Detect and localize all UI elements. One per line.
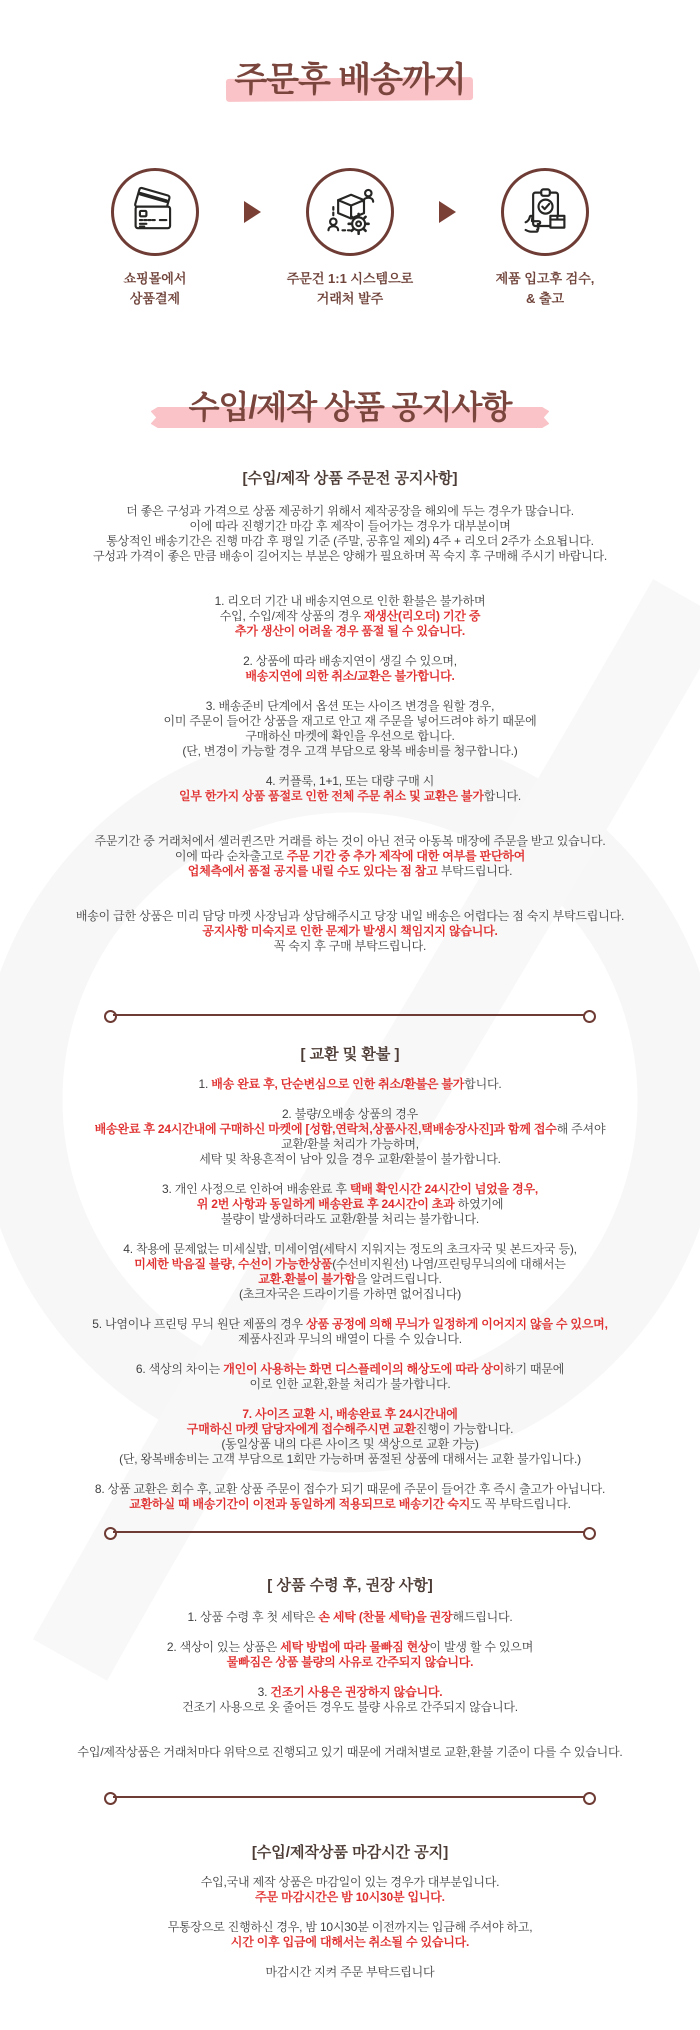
text-line [0,1437,700,1452]
emphasis-text: 구매하신 마켓 담당자에게 접수해주시면 교환 [186,1422,416,1436]
text-line [0,1965,700,1980]
text-line [0,1242,700,1257]
step-label [457,269,633,309]
text-line [0,1655,700,1670]
body-text: 교환/환불 처리가 가능하며, [281,1137,419,1151]
divider-line [113,1531,587,1533]
section-divider [107,1526,593,1538]
emphasis-text: 배송 완료 후, 단순변심으로 인한 취소/환불은 불가 [211,1077,465,1091]
text-line [0,774,700,789]
divider-line [113,1796,587,1798]
process-step-payment [67,168,243,309]
text-line [0,1640,700,1655]
body-text: 을 알려드립니다. [355,1272,442,1286]
text-line [0,699,700,714]
section-header-prenotice: [수입/제작 상품 주문전 공지사항] [242,470,458,487]
text-line [0,1107,700,1122]
emphasis-text: 상품 공정에 의해 무늬가 일정하게 이어지지 않을 수 있으며, [306,1317,608,1331]
step-label [67,269,243,309]
body-text: 이로 인한 교환,환불 처리가 불가합니다. [249,1377,451,1391]
body-text: 합니다. [483,789,522,803]
emphasis-text: 배송지연에 의한 취소/교환은 불가합니다. [245,669,455,683]
step-label-line1: 주문건 1:1 시스템으로 [286,271,414,286]
emphasis-text: 택배 확인시간 24시간이 넘었을 경우, [349,1182,538,1196]
body-text: (단, 왕복배송비는 고객 부담으로 1회만 가능하며 품절된 상품에 대해서는 교환 불가입니다.) [119,1452,581,1466]
step-label-line1: 제품 입고후 검수, [495,271,595,286]
step-label-line2: 상품결제 [129,291,181,306]
body-text: 하였기에 [454,1197,504,1211]
body-text: 마감시간 지켜 주문 부탁드립니다 [265,1965,435,1979]
body-text: 1. 리오더 기간 내 배송지연으로 인한 환불은 불가하며 [214,594,486,608]
text-line [0,1302,700,1317]
text-line [0,924,700,939]
section-divider [107,1009,593,1021]
emphasis-text: 건조기 사용은 권장하지 않습니다. [270,1685,443,1699]
text-line [0,1272,700,1287]
body-text: 해 주셔야 [556,1122,606,1136]
section-main-title [189,385,512,429]
body-text: 불량이 발생하더라도 교환/환불 처리는 불가합니다. [220,1212,480,1226]
text-line [0,819,700,834]
body-text: 세탁 및 착용흔적이 남아 있을 경우 교환/환불이 불가합니다. [199,1152,501,1166]
text-line [0,1935,700,1950]
text-line [0,549,700,564]
emphasis-text: 재생산(리오더) 기간 중 [363,609,481,623]
body-text: 2. 불량/오배송 상품의 경우 [281,1107,419,1121]
body-text: 해드립니다. [452,1610,513,1624]
text-line [0,1152,700,1167]
text-line [0,1422,700,1437]
text-line [0,714,700,729]
body-text: (수선비지원선) 나염/프린팅무늬의에 대해서는 [332,1257,566,1271]
emphasis-text: 개인이 사용하는 화면 디스플레이의 해상도에 따라 상이 [223,1362,505,1376]
text-line [0,1452,700,1467]
step-label-line2: & 출고 [525,291,565,306]
text-line [0,1905,700,1920]
text-line [0,1197,700,1212]
text-line [0,1137,700,1152]
order-process-steps [67,168,633,309]
section-divider [107,1791,593,1803]
section-header-exchange: [ 교환 및 환불 ] [300,1046,400,1063]
body-text: 이에 따라 순차출고로 [174,849,287,863]
section-exchange [0,1077,700,1512]
body-text: (단, 변경이 가능할 경우 고객 부담으로 왕복 배송비를 청구합니다.) [182,744,518,758]
page-title-text: 주문후 배송까지 [234,61,466,99]
emphasis-text: 미세한 박음질 불량, 수선이 가능한상품 [134,1257,333,1271]
text-line [0,849,700,864]
text-line [0,879,700,894]
step-circle [501,168,589,256]
text-line [0,759,700,774]
body-text: 4. 커플룩, 1+1, 또는 대량 구매 시 [265,774,435,788]
body-text: 꼭 숙지 후 구매 부탁드립니다. [273,939,427,953]
body-text: (초크자국은 드라이기를 가하면 없어집니다) [238,1287,462,1301]
body-text: 이 발생 할 수 있으며 [429,1640,534,1654]
text-line [0,894,700,909]
text-line [0,789,700,804]
text-line [0,1182,700,1197]
text-line [0,1362,700,1377]
step-label [262,269,438,309]
text-line [0,1317,700,1332]
text-line [0,909,700,924]
credit-card-payment-icon [127,184,183,240]
text-line [0,504,700,519]
body-text: 하기 때문에 [504,1362,565,1376]
divider-line [113,1014,587,1016]
text-line [0,1700,700,1715]
text-line [0,1077,700,1092]
body-text: 통상적인 배송기간은 진행 마감 후 평일 기준 (주말, 공휴일 제외) 4주 + 리오더 2주가 소요됩니다. [106,534,594,548]
body-text: 합니다. [464,1077,502,1091]
hero-title-1-wrap [0,0,700,104]
text-line [0,1920,700,1935]
body-text: 4. 착용에 문제없는 미세실밥, 미세이염(세탁시 지워지는 정도의 초크자국 및 본드자국 등), [123,1242,577,1256]
body-text: 제품사진과 무늬의 배열이 다를 수 있습니다. [238,1332,462,1346]
body-text: 3. 개인 사정으로 인하여 배송완료 후 [161,1182,350,1196]
step-circle [111,168,199,256]
body-text: 배송이 급한 상품은 미리 담당 마켓 사장님과 상담해주시고 당장 내일 배송은 어렵다는 점 숙지 부탁드립니다. [75,909,625,923]
emphasis-text: 물빠짐은 상품 불량의 사유로 간주되지 않습니다. [226,1655,474,1669]
text-line [0,1212,700,1227]
text-line [0,1875,700,1890]
emphasis-text: 세탁 방법에 따라 물빠짐 현상 [280,1640,430,1654]
text-line [0,534,700,549]
body-text: 이에 따라 진행기간 마감 후 제작이 들어가는 경우가 대부분이며 [189,519,511,533]
text-line [0,1167,700,1182]
text-line [0,1257,700,1272]
body-text: 6. 색상의 차이는 [135,1362,224,1376]
body-text: 2. 상품에 따라 배송지연이 생길 수 있으며, [243,654,457,668]
text-line [0,669,700,684]
text-line [0,1407,700,1422]
body-text: 수입/제작상품은 거래처마다 위탁으로 진행되고 있기 때문에 거래처별로 교환,환불 기준이 다를 수 있습니다. [77,1745,623,1759]
text-line [0,639,700,654]
text-line [0,1092,700,1107]
text-line [0,684,700,699]
text-line [0,1745,700,1760]
text-line [0,939,700,954]
body-text: 구매하신 마켓에 확인을 우선으로 합니다. [245,729,455,743]
step-label-line2: 거래처 발주 [316,291,384,306]
text-line [0,594,700,609]
emphasis-text: 주문 기간 중 추가 제작에 대한 여부를 판단하여 [286,849,526,863]
body-text: 진행이 가능합니다. [415,1422,514,1436]
body-text: 부탁드립니다. [437,864,513,878]
body-text: 2. 색상이 있는 상품은 [166,1640,281,1654]
text-line [0,519,700,534]
text-line [0,609,700,624]
body-text: 무통장으로 진행하신 경우, 밤 10시30분 이전까지는 입금해 주셔야 하고, [167,1920,533,1934]
body-text: 수입, 수입/제작 상품의 경우 [219,609,364,623]
page-title [234,56,465,104]
text-line [0,579,700,594]
text-line [0,1482,700,1497]
body-text: 더 좋은 구성과 가격으로 상품 제공하기 위해서 제작공장을 해외에 두는 경우가 많습니다. [126,504,574,518]
text-line [0,1890,700,1905]
section-header-recommend: [ 상품 수령 후, 권장 사항] [267,1577,433,1594]
text-line [0,624,700,639]
body-text: 구성과 가격이 좋은 만큼 배송이 길어지는 부분은 양해가 필요하며 꼭 숙지 후 구매해 주시기 바랍니다. [92,549,608,563]
section-prenotice [0,504,700,954]
text-line [0,1227,700,1242]
arrow-right-icon [244,201,261,223]
arrow-right-icon [439,201,456,223]
emphasis-text: 일부 한가지 상품 품절로 인한 전체 주문 취소 및 교환은 불가 [178,789,484,803]
text-line [0,1715,700,1730]
text-line [0,1610,700,1625]
emphasis-text: 위 2번 사항과 동일하게 배송완료 후 24시간이 초과 [196,1197,455,1211]
text-line [0,1497,700,1512]
text-line [0,729,700,744]
emphasis-text: 공지사항 미숙지로 인한 문제가 발생시 책임지지 않습니다. [202,924,498,938]
body-text: 5. 나염이나 프린팅 무늬 원단 제품의 경우 [92,1317,307,1331]
emphasis-text: 주문 마감시간은 밤 10시30분 입니다. [255,1890,445,1904]
step-circle [306,168,394,256]
section-recommend [0,1610,700,1760]
order-system-icon [322,184,378,240]
text-line [0,1377,700,1392]
section-header-deadline: [수입/제작상품 마감시간 공지] [251,1844,449,1861]
emphasis-text: 교환하실 때 배송기간이 이전과 동일하게 적용되므로 배송기간 숙지 [129,1497,471,1511]
emphasis-text: 7. 사이즈 교환 시, 배송완료 후 24시간내에 [242,1407,458,1421]
inspection-shipping-icon [517,184,573,240]
process-step-order-system [262,168,438,309]
emphasis-text: 배송완료 후 24시간내에 구매하신 마켓에 [성함,연락처,상품사진,택배송장사진]과 함께 접수 [94,1122,557,1136]
text-line [0,1950,700,1965]
text-line [0,1730,700,1745]
hero-title-2-wrap [0,385,700,429]
body-text: 8. 상품 교환은 회수 후, 교환 상품 주문이 접수가 되기 때문에 주문이 들어간 후 즉시 출고가 아닙니다. [94,1482,606,1496]
emphasis-text: 추가 생산이 어려울 경우 품절 될 수 있습니다. [234,624,466,638]
body-text: (동일상품 내의 다른 사이즈 및 색상으로 교환 가능) [221,1437,479,1451]
text-line [0,1287,700,1302]
body-text: 주문기간 중 거래처에서 셀러퀸즈만 거래를 하는 것이 아닌 전국 아동복 매장에 주문을 받고 있습니다. [94,834,606,848]
text-line [0,564,700,579]
process-step-inspection [457,168,633,309]
step-label-line1: 쇼핑몰에서 [123,271,187,286]
section-main-title-text: 수입/제작 상품 공지사항 [188,389,512,425]
body-text: 이미 주문이 들어간 상품을 재고로 안고 재 주문을 넣어드려야 하기 때문에 [163,714,537,728]
section-deadline [0,1875,700,1980]
text-line [0,1122,700,1137]
text-line [0,1625,700,1640]
body-text: 3. [257,1685,271,1699]
emphasis-text: 업체측에서 품절 공지를 내릴 수도 있다는 점 참고 [187,864,438,878]
text-line [0,1332,700,1347]
emphasis-text: 손 세탁 (찬물 세탁)을 권장 [318,1610,453,1624]
body-text: 건조기 사용으로 옷 줄어든 경우도 불량 사유로 간주되지 않습니다. [182,1700,518,1714]
body-text: 1. [198,1077,212,1091]
text-line [0,1392,700,1407]
emphasis-text: 시간 이후 입금에 대해서는 취소될 수 있습니다. [230,1935,470,1949]
body-text: 3. 배송준비 단계에서 옵션 또는 사이즈 변경을 원할 경우, [205,699,495,713]
text-line [0,654,700,669]
text-line [0,1685,700,1700]
text-line [0,744,700,759]
text-line [0,864,700,879]
body-text: 수입,국내 제작 상품은 마감일이 있는 경우가 대부분입니다. [200,1875,500,1889]
emphasis-text: 교환.환불이 불가함 [258,1272,356,1286]
body-text: 도 꼭 부탁드립니다. [470,1497,571,1511]
text-line [0,834,700,849]
text-line [0,1347,700,1362]
text-line [0,1467,700,1482]
text-line [0,1670,700,1685]
text-line [0,804,700,819]
body-text: 1. 상품 수령 후 첫 세탁은 [187,1610,319,1624]
